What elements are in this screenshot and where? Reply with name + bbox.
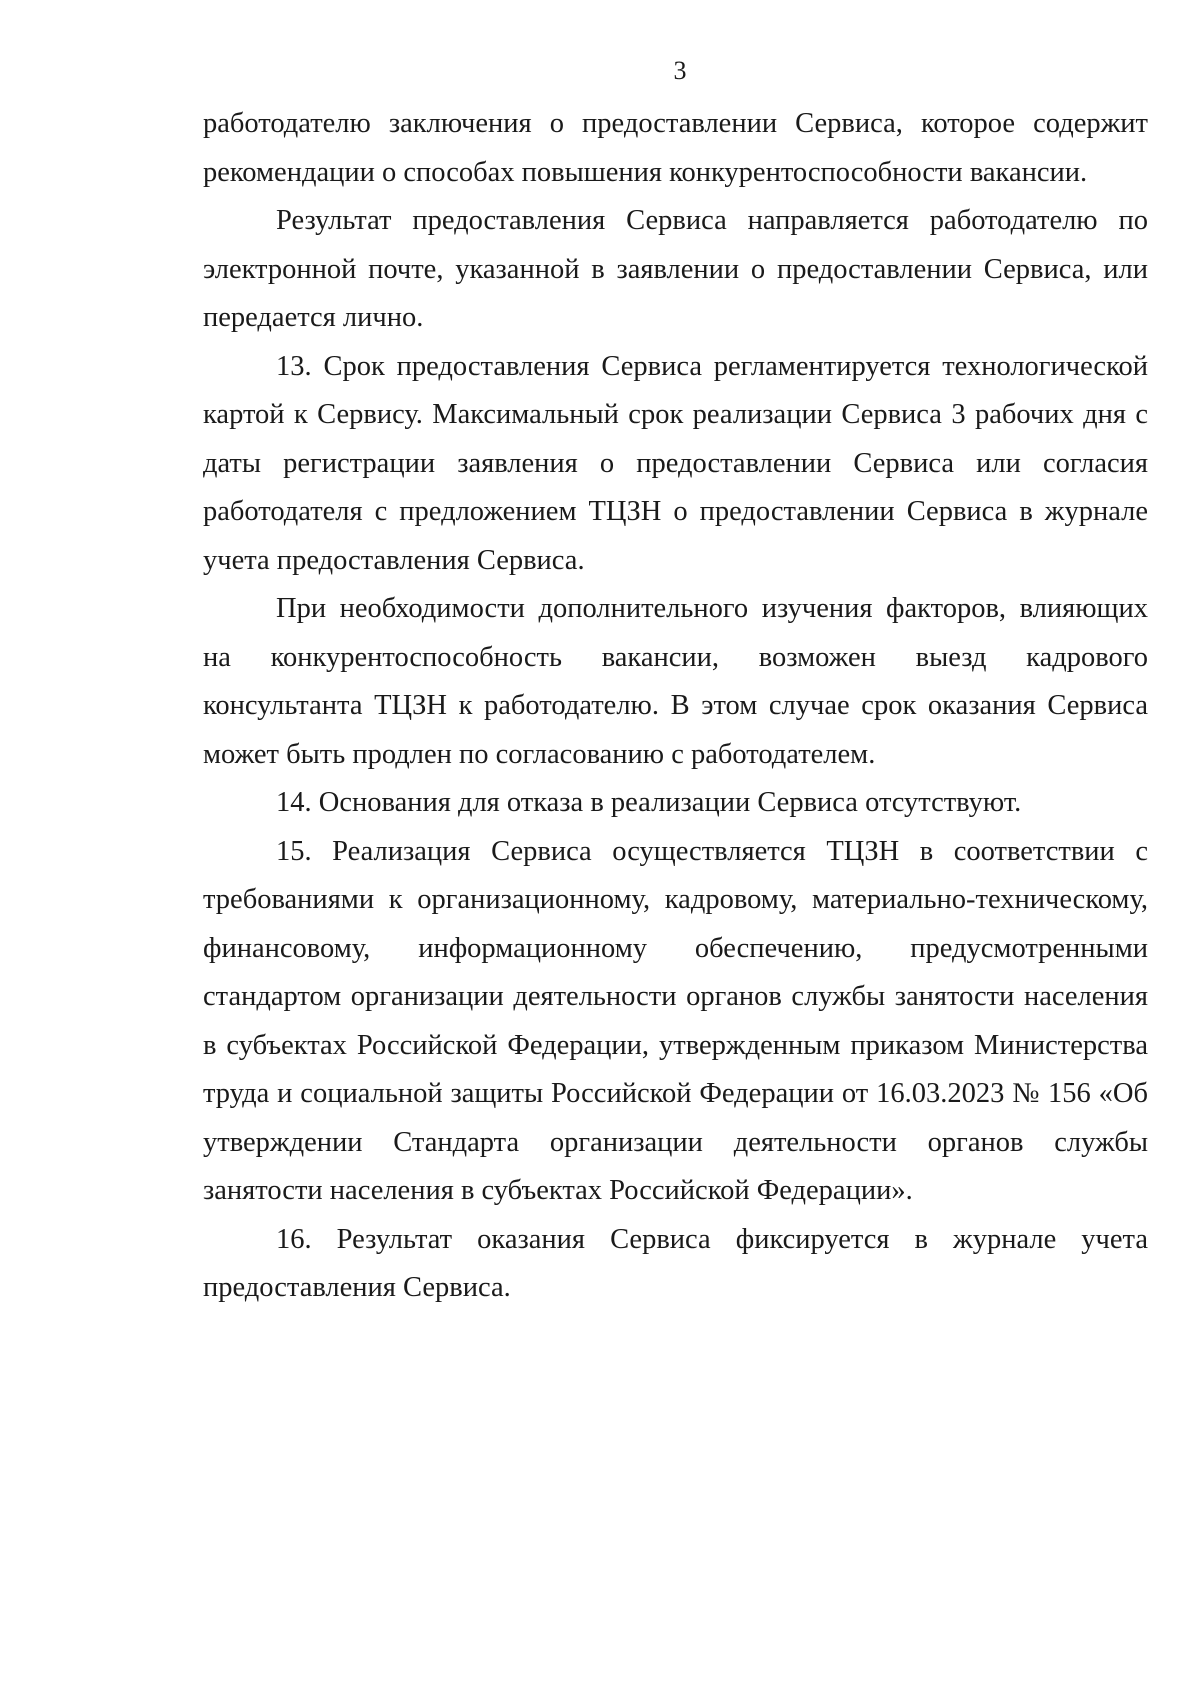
document-body (203, 100, 1148, 1313)
paragraph-continuation: работодателю заключения о предоставлении Сервиса, которое содержит рекомендации о способах повышения конкурентоспособности вакансии. (203, 108, 1148, 188)
paragraph-consultant-visit: При необходимости дополнительного изучения факторов, влияющих на конкурентоспособность вакансии, возможен выезд кадрового консультанта ТЦЗН к работодателю. В этом случае срок оказания Сервиса может быть продлен по согласованию с работодателем. (203, 593, 1148, 770)
paragraph-16-result: 16. Результат оказания Сервиса фиксируется в журнале учета предоставления Сервиса. (203, 1223, 1148, 1303)
paragraph-14-refusal: 14. Основания для отказа в реализации Сервиса отсутствуют. (276, 787, 1022, 818)
paragraph-result-delivery: Результат предоставления Сервиса направляется работодателю по электронной почте, указанной в заявлении о предоставлении Сервиса, или передается лично. (203, 205, 1148, 333)
paragraph-15-implementation: 15. Реализация Сервиса осуществляется ТЦЗН в соответствии с требованиями к организационному, кадровому, материально-техническому, финансовому, информационному обеспечению, предусмотренными стандартом организации деятельности органов службы занятости населения в субъектах Российской Федерации, утвержденным приказом Министерства труда и социальной защиты Российской Федерации от 16.03.2023 № 156 «Об утверждении Стандарта организации деятельности органов службы занятости населения в субъектах Российской Федерации». (203, 835, 1148, 1206)
paragraph-13-term: 13. Срок предоставления Сервиса регламентируется технологической картой к Сервису. Максимальный срок реализации Сервиса 3 рабочих дня с даты регистрации заявления о предоставлении Сервиса или согласия работодателя с предложением ТЦЗН о предоставлении Сервиса в журнале учета предоставления Сервиса. (203, 350, 1148, 576)
page-number: 3 (673, 56, 687, 85)
